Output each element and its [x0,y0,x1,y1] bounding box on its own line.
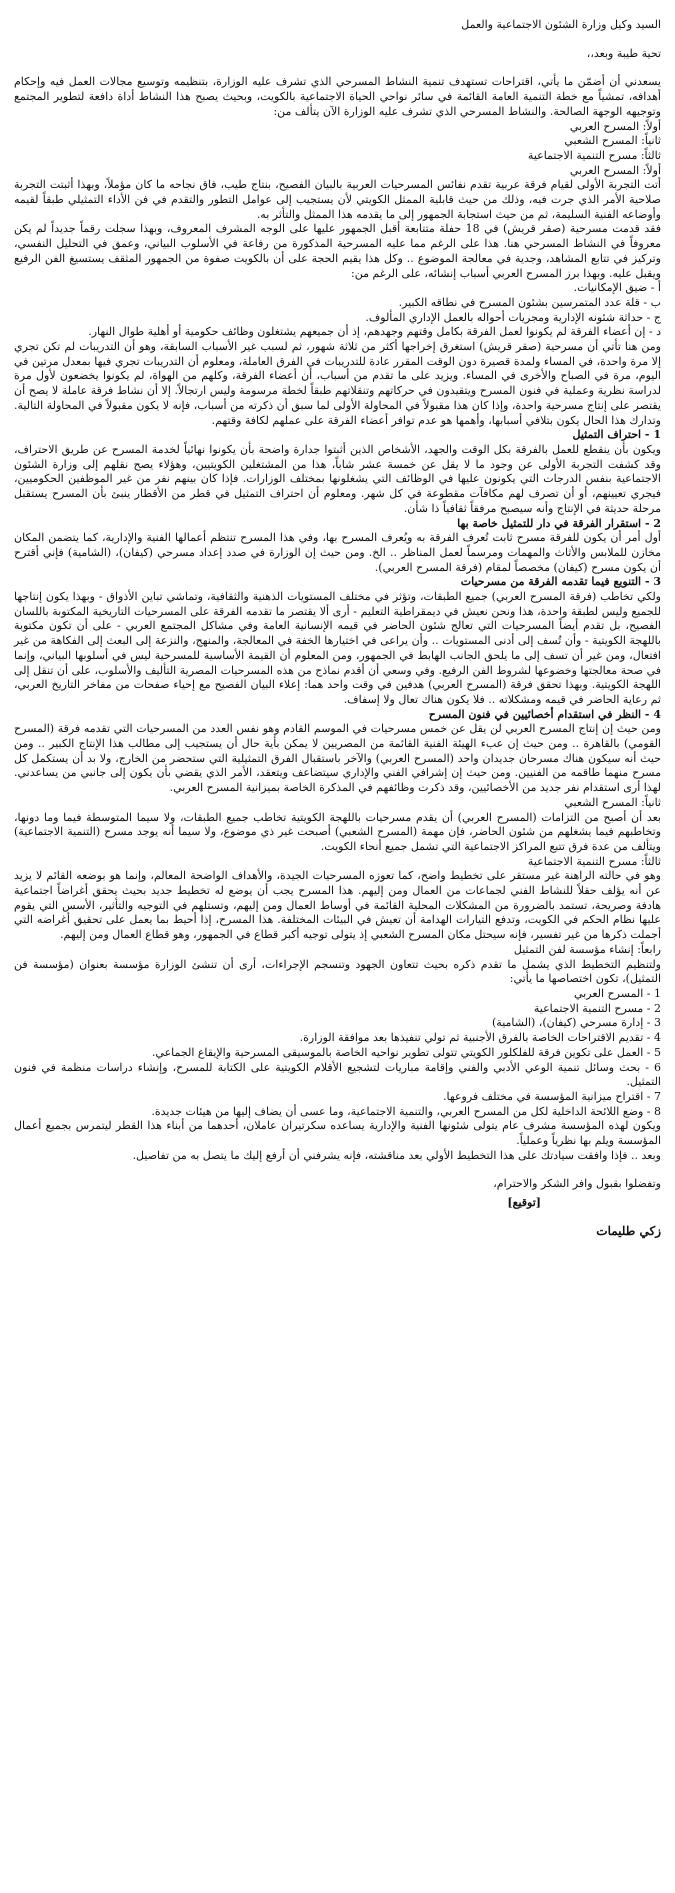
subsection-title: 1 - احتراف التمثيل [572,428,661,442]
list-item: د - إن أعضاء الفرقة لم يكونوا لعمل الفرقة بكامل وقتهم وجهدهم، إذ أن جميعهم يشتغلون وظائف حكومية أو أهلية طوال النهار. [88,325,661,339]
signature-label: [توقيع] [507,1196,541,1210]
list-item: 5 - العمل على تكوين فرقة للفلكلور الكويتي تتولى تطوير نواحيه الخاصة بالموسيقى المسرحية والإيقاع الجماعي. [151,1045,661,1059]
paragraph: ويكون بأن ينقطع للعمل بالفرقة بكل الوقت والجهد، الأشخاص الذين أثبتوا جدارة واضحة بأن يكونوا نهائياً لخدمة المسرح عن طريق الاحتراف، وقد كشفت التجربة الأولى عن وجود ما لا يقل عن خمسة عشر شاباً، هذا من المشتغلين الكويتيين، وهؤلاء يصح نقلهم إلى وزارة الشئون الاجتماعية بنفس الدرجات التي يكونون عليها في الوظائف التي يشغلونها بمختلف الوزارات. فإذا كان بينهم نفر من غير الموظفين الحكوميين، فيجري تعيينهم، أو أن تصرف لهم مكافآت مقطوعة في كل شهر. ومعلوم أن احتراف التمثيل في قطر من الأقطار ينبئ بأن المسرح يستقبل مرحلة حديثة في الإنتاج وأنه سيصبح مرفقاً ثقافياً ذا شأن. [14,442,661,515]
signer-name: زكي طليمات [596,1223,661,1238]
greeting: تحية طيبة وبعد،، [586,46,661,60]
section-heading: ثانياً: المسرح الشعبي [564,795,661,809]
subsection-title: 3 - التنويع فيما تقدمه الفرقة من مسرحيات [460,575,661,589]
paragraph: أتت التجربة الأولى لقيام فرقة عربية تقدم نفائس المسرحيات العربية بالبيان الفصيح، بنتاج طيب، فاق نجاحه ما كان مؤملاً، وبهذا أثبتت التجربة صلاحية الأمر الذي جرت فيه، وذلك من حيث قابلية الممثل الكويتي لأن يستجيب إلى عوامل التطور والتقدم في فن الأداء التمثيلي طبقاً لقيمه وأوضاعه الفنية السليمة، ثم من حيث استجابة الجمهور إلى ما يقدمه هذا الممثل والتأثر به. [14,178,661,221]
paragraph: وهو في حالته الراهنة غير مستقر على تخطيط واضح، كما تعوزه المسرحيات الجيدة، والأهداف الواضحة المعالم، وإنما هو بوضعه القائم لا يزيد عن أنه يؤلف حقلاً للنشاط الفني لجماعات من العمال ومن إليهم. هذا المسرح يجب أن يوضع له تخطيط جديد بحيث يحقق أغراضاً اجتماعية هادفة وصريحة، تستمد بالضرورة من المشكلات المحلية القائمة في أوساط العمال ومن إليهم، وتستلهم في التوجيه والتأثير، الأسس التي يقوم عليها نظام الحكم في الكويت، وتدفع التيارات الهدامة أن تعيش في البيئات المختلفة. هذا المسرح، إذا أحيط بما يعمل على تحقيق أغراضه التي أجملت ذكرها من غير تفسير، فإنه سيحتل مكان المسرح الشعبي إذ يتولى توجيه أكبر قطاع في الجمهور، وهو قطاع العمال ومن إليهم. [14,869,661,942]
list-item: أ - ضيق الإمكانيات. [573,281,661,295]
paragraph: ويكون لهذه المؤسسة مشرف عام يتولى شئونها الفنية والإدارية يساعده سكرتيران عاملان، أحدهما من أبناء هذا القطر ليتمرس بجميع أعمال المؤسسة ويلم بها نظرياً وعملياً. [14,1119,661,1148]
section-heading: أولاً: المسرح العربي [569,163,661,177]
list-item: ب - قلة عدد المتمرسين بشئون المسرح في نطاقه الكبير. [398,295,661,309]
section-heading: ثالثاً: مسرح التنمية الاجتماعية [527,854,661,868]
list-item: 8 - وضع اللائحة الداخلية لكل من المسرح العربي، والتنمية الاجتماعية، وما عسى أن يضاف إليها من هيئات جديدة. [151,1104,661,1118]
list-item: 3 - إدارة مسرحي (كيفان)، (الشامية) [492,1016,661,1030]
section-heading: رابعاً: إنشاء مؤسسة لفن التمثيل [513,942,661,956]
list-item: ثالثاً: مسرح التنمية الاجتماعية [527,148,661,162]
paragraph: بعد أن أصبح من التزامات (المسرح العربي) أن يقدم مسرحيات باللهجة الكويتية تخاطب جميع الطبقات، ولا سيما المتوسطة فيما وما دونها، وتخاطبهم فيما يشغلهم من شئون الحاضر، فإن مهمة (المسرح الشعبي) أصبحت غير ذي موضوع، ولا سيما أنه يوجد مسرح (التنمية الاجتماعية) ويتألف من عدة فرق تتبع المراكز الاجتماعية التي تشمل جميع أنحاء الكويت. [14,810,661,853]
subsection-title: 4 - النظر في استقدام أخصائيين في فنون المسرح [428,707,661,721]
list-item: ثانياً: المسرح الشعبي [564,134,661,148]
paragraph: أول أمر أن يكون للفرقة مسرح ثابت تُعرف الفرقة به ويُعرف المسرح بها، وفي هذا المسرح تنتظم أعمالها الفنية والإدارية، كما يتضمن المكان مخازن للملابس والأثاث والمهمات ومرسماً لعمل المناظر .. الخ. ومن حيث إن الوزارة في صدد إعداد مسرحي (كيفان)، (الشامية) فإني أقترح أن يكون مسرح (كيفان) مخصصاً لمقام (فرقة المسرح العربي). [14,531,662,574]
paragraph: ولتنظيم التخطيط الذي يشمل ما تقدم ذكره بحيث تتعاون الجهود وتنسجم الإجراءات، أرى أن تنشئ الوزارة مؤسسة بعنوان (مؤسسة فن التمثيل)، تكون اختصاصها ما يأتي: [14,957,661,986]
list-item: 1 - المسرح العربي [574,987,661,1000]
paragraph: ولكي تخاطب (فرقة المسرح العربي) جميع الطبقات، وتؤثر في مختلف المستويات الذهنية والثقافية، وتماشي تباين الأذواق - وبهذا يكون إنتاجها للجميع وليس لطبقة واحدة، هذا ونحن نعيش في ديمقراطية التعليم - أرى ألا يقتصر ما تقدمه الفرقة على المسرحيات التاريخية المكتوبة باللسان الفصيح، بل تقدم أيضاً المسرحيات التي تعالج شئون الحاضر في قيمه الإنسانية العامة وفي مشاكل المجتمع العربي - على أن تكون مكتوبة باللهجة الكويتية - وأن تُسف إلى أدنى المستويات .. وأن يراعى في اختيارها الخفة في المعالجة، والمنهج، والنزعة إلى البعث إلى الفكاهة من غير افتعال، ومن غير أن تسف إلى ما يلحق الجانب الهابط في الجمهور، ومن المعلوم أن القيمة الأساسية للمسرحية ليس في أسلوبها البياني، وإنما في صحة معالجتها وخضوعها لشروط الفن الرفيع. وفي وسعي أن أقدم نماذج من هذه المسرحيات المصرية التأليف والأسلوب، على أن تنقل إلى اللهجة الكويتية. وبهذا تحقق فرقة (المسرح العربي) هدفين في وقت واحد هما: إعلاء البيان الفصيح مع إحياء صفحات من مفاخر التاريخ العربي، ثم رعاية الحاضر في قيمه ومشكلاته .. فلا يكون هناك تعال ولا إسفاف. [14,590,661,706]
list-item: 4 - تقديم الاقتراحات الخاصة بالفرق الأجنبية ثم تولي تنفيذها بعد موافقة الوزارة. [299,1031,661,1045]
closing-text: وتفضلوا بقبول وافر الشكر والاحترام، [493,1177,661,1191]
list-item: أولاً: المسرح العربي [569,119,661,133]
paragraph: فقد قدمت مسرحية (صقر قريش) في 18 حفلة متتابعة أقبل الجمهور عليها على الوجه المشرف المعروف، وبهذا سجلت رقماً جديداً لم يكن معروفاً في النشاط المسرحي هنا. هذا على الرغم مما عليه المسرحية المذكورة من رفاعة في الأسلوب البياني، وعمق في التحليل النفسي، وتركيز في تتابع المشاهد، وجدية في معالجة الموضوع .. وكل هذا يقيم الحجة على أن بالكويت صفوة من الجمهور المثقف يستسيغ الفن الرفيع ويقبل عليه. وبهذا برز المسرح العربي أسباب إنشائه، على الرغم من: [14,222,661,280]
addressee: السيد وكيل وزارة الشئون الاجتماعية والعمل [461,18,661,31]
paragraph: وبعد .. فإذا وافقت سيادتك على هذا التخطيط الأولي بعد مناقشته، فإنه يشرفني أن أرفع إليك ما يتصل به من تفاصيل. [132,1148,661,1162]
paragraph: ومن هنا تأتي أن مسرحية (صقر قريش) استغرق إخراجها أكثر من ثلاثة شهور، ثم لسبب غير الأسباب السابقة، وهو أن التدريبات لم تكن تجري إلا مرة واحدة، في المساء ولمدة قصيرة دون الوقت المقرر عادة للتدريبات في الفرق العاملة، ومعلوم أن التدريبات تجري فيها بمعدل مرتين في اليوم، مرة في الصباح والأخرى في المساء. ويزيد على ما تقدم من أسباب، أن أعضاء الفرقة، وكلهم من الهواة، لم يكونوا يخضعون لأول مرة لدراسة نظرية وعملية في فنون المسرح ويتقيدون في حركاتهم وتنقلاتهم طبقاً لخطة مرسومة وليس ارتجالاً. إلا أن نشاط فرقة عاملة لا يصح أن يقتصر على إنتاج مسرحية واحدة، وإذا كان هذا مقبولاً في المحاولة الأولى لما سبق أن ذكرته من أسباب، فإنه لا يكون مقبولاً في المحاولة التالية. وتدارك هذا الحال يكون بتلافي أسبابها، وأهمها هو عدم توافر أعضاء الفرقة على عملهم لكافة وقتهم. [14,340,661,427]
list-item: 2 - مسرح التنمية الاجتماعية [533,1001,661,1015]
list-item: 6 - بحث وسائل تنمية الوعي الأدبي والفني وإقامة مباريات لتشجيع الأقلام الكويتية على الكتابة للمسرح، وإنشاء دراسات منظمة في فنون التمثيل. [14,1060,661,1089]
list-item: ج - حداثة شئونه الإدارية ومجريات أحواله بالعمل الإداري المألوف. [365,310,661,324]
paragraph: ومن حيث إن إنتاج المسرح العربي لن يقل عن خمس مسرحيات في الموسم القادم وهو نفس العدد من المسرحيات التي تقدمه فرقة (المسرح القومي) بالقاهرة .. ومن حيث إن عبء الهيئة الفنية القائمة من المصريين لا يمكن بأية حال أن يستجيب إلى مطالب هذا الإنتاج الكبير .. ومن حيث أنه سيكون هناك مسرحان جديدان واحد (المسرح العربي) والآخر باستقبال الفرق التمثيلية التي ستحضر من الخارج، ولا بد أن يستكمل كل مسرح منهما طاقمه من الفنيين. ومن حيث إن إشرافي الفني والإداري سيتضاعف ويتعقد، الأمر الذي يقضي بأن يكون إلى جانبي من يساعدني. لهذا أرى استقدام نفر جديد من الأخصائيين، وقد ذكرت وظائفهم في المذكرة الخاصة بميزانية المسرح العربي. [14,722,661,795]
subsection-title: 2 - استقرار الفرقة في دار للتمثيل خاصة بها [457,516,661,530]
intro-paragraph: يسعدني أن أضمّن ما يأتي، اقتراحات تستهدف تنمية النشاط المسرحي الذي تشرف عليه الوزارة، بتنظيمه وتوسيع مجالات العمل فيه وإحكام أهدافه، تمشياً مع خطة التنمية العامة القائمة في سائر نواحي الحياة الاجتماعية بالكويت، وبحيث يصبح هذا النشاط أداة دافعة لتطوير المجتمع وتوجيهه الوجهة الصالحة. والنشاط المسرحي الذي تشرف عليه الوزارة الآن يتألف من: [14,75,661,118]
list-item: 7 - اقتراح ميزانية المؤسسة في مختلف فروعها. [443,1089,661,1103]
